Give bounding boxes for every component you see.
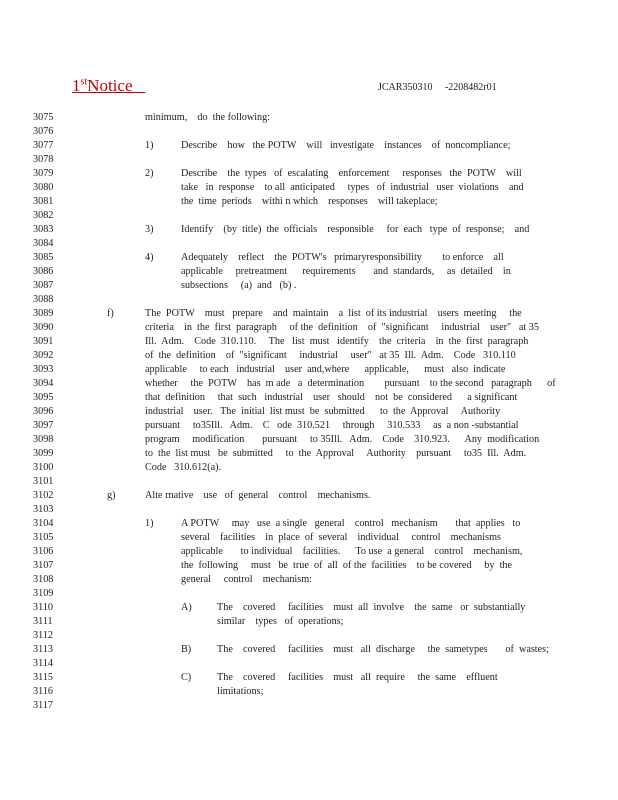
text-line	[0, 209, 618, 223]
line-number: 3078	[33, 154, 54, 165]
text-line	[0, 433, 618, 447]
line-number: 3089	[33, 308, 54, 319]
text-line	[0, 363, 618, 377]
line-number: 3076	[33, 126, 54, 137]
line-text: the time periods withi n which responses will takeplace;	[181, 196, 438, 207]
line-number: 3095	[33, 392, 54, 403]
line-number: 3079	[33, 168, 54, 179]
line-text: The covered facilities must all involve the same or substantially	[217, 602, 526, 613]
line-number: 3101	[33, 476, 54, 487]
line-text: similar types of operations;	[217, 616, 344, 627]
line-text: criteria in the first paragraph of the definition of "significant industrial user" at 35	[145, 322, 539, 333]
line-number: 3105	[33, 532, 54, 543]
line-text: the following must be true of all of the facilities to be covered by the	[181, 560, 513, 571]
text-line	[0, 293, 618, 307]
line-number: 3106	[33, 546, 54, 557]
line-number: 3116	[33, 686, 53, 697]
line-number: 3112	[33, 630, 53, 641]
line-number: 3107	[33, 560, 54, 571]
line-text: minimum, do the following:	[145, 112, 271, 123]
text-line	[0, 195, 618, 209]
line-number: 3090	[33, 322, 54, 333]
line-number: 3093	[33, 364, 54, 375]
line-number: 3099	[33, 448, 54, 459]
text-line	[0, 671, 618, 685]
text-line	[0, 643, 618, 657]
text-line	[0, 559, 618, 573]
line-number: 3083	[33, 224, 54, 235]
text-line	[0, 461, 618, 475]
text-line	[0, 545, 618, 559]
text-line	[0, 181, 618, 195]
line-text: subsections (a) and (b) .	[181, 280, 297, 291]
text-line	[0, 615, 618, 629]
line-text: applicable pretreatment requirements and standards, as detailed in	[181, 266, 511, 277]
line-text: Code 310.612(a).	[145, 462, 222, 473]
line-text: The covered facilities must all discharge the sametypes of wastes;	[217, 644, 549, 655]
text-line	[0, 489, 618, 503]
text-line	[0, 335, 618, 349]
list-marker: f)	[107, 308, 114, 319]
text-line	[0, 251, 618, 265]
line-text: general control mechanism:	[181, 574, 312, 585]
text-line	[0, 167, 618, 181]
line-number: 3082	[33, 210, 54, 221]
text-line	[0, 321, 618, 335]
text-line	[0, 475, 618, 489]
text-line	[0, 531, 618, 545]
line-number: 3108	[33, 574, 54, 585]
line-text: program modification pursuant to 35Ill. Adm. Code 310.923. Any modification	[145, 434, 540, 445]
line-text: industrial user. The initial list must be submitted to the Approval Authority	[145, 406, 501, 417]
list-marker: 1)	[145, 140, 154, 151]
list-marker: 2)	[145, 168, 154, 179]
list-marker: 4)	[145, 252, 154, 263]
text-line	[0, 125, 618, 139]
text-line	[0, 573, 618, 587]
line-number: 3098	[33, 434, 54, 445]
line-text: to the list must be submitted to the Approval Authority pursuant to35 Ill. Adm.	[145, 448, 527, 459]
line-number: 3103	[33, 504, 54, 515]
line-text: several facilities in place of several individual control mechanisms	[181, 532, 501, 543]
list-marker: 1)	[145, 518, 154, 529]
line-number: 3091	[33, 336, 54, 347]
text-line	[0, 349, 618, 363]
line-number: 3075	[33, 112, 54, 123]
text-line	[0, 405, 618, 419]
line-number: 3097	[33, 420, 54, 431]
text-line	[0, 503, 618, 517]
list-marker: A)	[181, 602, 192, 613]
line-text: Identify (by title) the officials responsible for each type of response; and	[181, 224, 530, 235]
notice-label: 1stNotice	[72, 76, 133, 95]
line-number: 3085	[33, 252, 54, 263]
line-text: pursuant to35Ill. Adm. C ode 310.521 through 310.533 as a non -substantial	[145, 420, 519, 431]
line-number: 3094	[33, 378, 54, 389]
text-line	[0, 419, 618, 433]
line-number: 3102	[33, 490, 54, 501]
line-number: 3110	[33, 602, 53, 613]
line-text: Alte rnative use of general control mechanisms.	[145, 490, 371, 501]
list-marker: 3)	[145, 224, 154, 235]
line-text: limitations;	[217, 686, 264, 697]
line-number: 3117	[33, 700, 53, 711]
text-line	[0, 279, 618, 293]
line-text: Describe the types of escalating enforcement responses the POTW will	[181, 168, 522, 179]
line-text: that definition that such industrial user should not be considered a significant	[145, 392, 518, 403]
list-marker: g)	[107, 490, 116, 501]
text-line	[0, 699, 618, 713]
line-text: take in response to all anticipated types of industrial user violations and	[181, 182, 524, 193]
line-text: Ill. Adm. Code 310.110. The list must identify the criteria in the first paragraph	[145, 336, 529, 347]
line-text: The covered facilities must all require the same effluent	[217, 672, 498, 683]
list-marker: C)	[181, 672, 192, 683]
line-number: 3092	[33, 350, 54, 361]
line-text: A POTW may use a single general control mechanism that applies to	[181, 518, 521, 529]
text-line	[0, 657, 618, 671]
text-line	[0, 153, 618, 167]
text-line	[0, 517, 618, 531]
jcar-id: JCAR350310 -2208482r01	[378, 82, 497, 93]
list-marker: B)	[181, 644, 192, 655]
text-line	[0, 111, 618, 125]
line-number: 3088	[33, 294, 54, 305]
text-line	[0, 223, 618, 237]
line-number: 3111	[33, 616, 53, 627]
text-line	[0, 447, 618, 461]
line-number: 3080	[33, 182, 54, 193]
text-line	[0, 685, 618, 699]
text-line	[0, 139, 618, 153]
text-line	[0, 629, 618, 643]
line-number: 3087	[33, 280, 54, 291]
line-number: 3115	[33, 672, 53, 683]
text-line	[0, 237, 618, 251]
text-line	[0, 307, 618, 321]
line-number: 3113	[33, 644, 53, 655]
line-text: applicable to individual facilities. To use a general control mechanism,	[181, 546, 523, 557]
line-text: applicable to each industrial user and,where applicable, must also indicate	[145, 364, 506, 375]
line-text: Describe how the POTW will investigate instances of noncompliance;	[181, 140, 511, 151]
line-number: 3109	[33, 588, 54, 599]
line-number: 3077	[33, 140, 54, 151]
line-number: 3096	[33, 406, 54, 417]
line-number: 3100	[33, 462, 54, 473]
text-line	[0, 391, 618, 405]
text-line	[0, 587, 618, 601]
line-number: 3086	[33, 266, 54, 277]
line-number: 3114	[33, 658, 53, 669]
line-text: whether the POTW has m ade a determination pursuant to the second paragraph of	[145, 378, 556, 389]
text-line	[0, 265, 618, 279]
text-line	[0, 601, 618, 615]
line-number: 3104	[33, 518, 54, 529]
line-number: 3081	[33, 196, 54, 207]
line-number: 3084	[33, 238, 54, 249]
line-text: The POTW must prepare and maintain a list of its industrial users meeting the	[145, 308, 522, 319]
line-text: Adequately reflect the POTW's primaryresponsibility to enforce all	[181, 252, 504, 263]
line-text: of the definition of "significant industrial user" at 35 Ill. Adm. Code 310.110	[145, 350, 516, 361]
text-line	[0, 377, 618, 391]
